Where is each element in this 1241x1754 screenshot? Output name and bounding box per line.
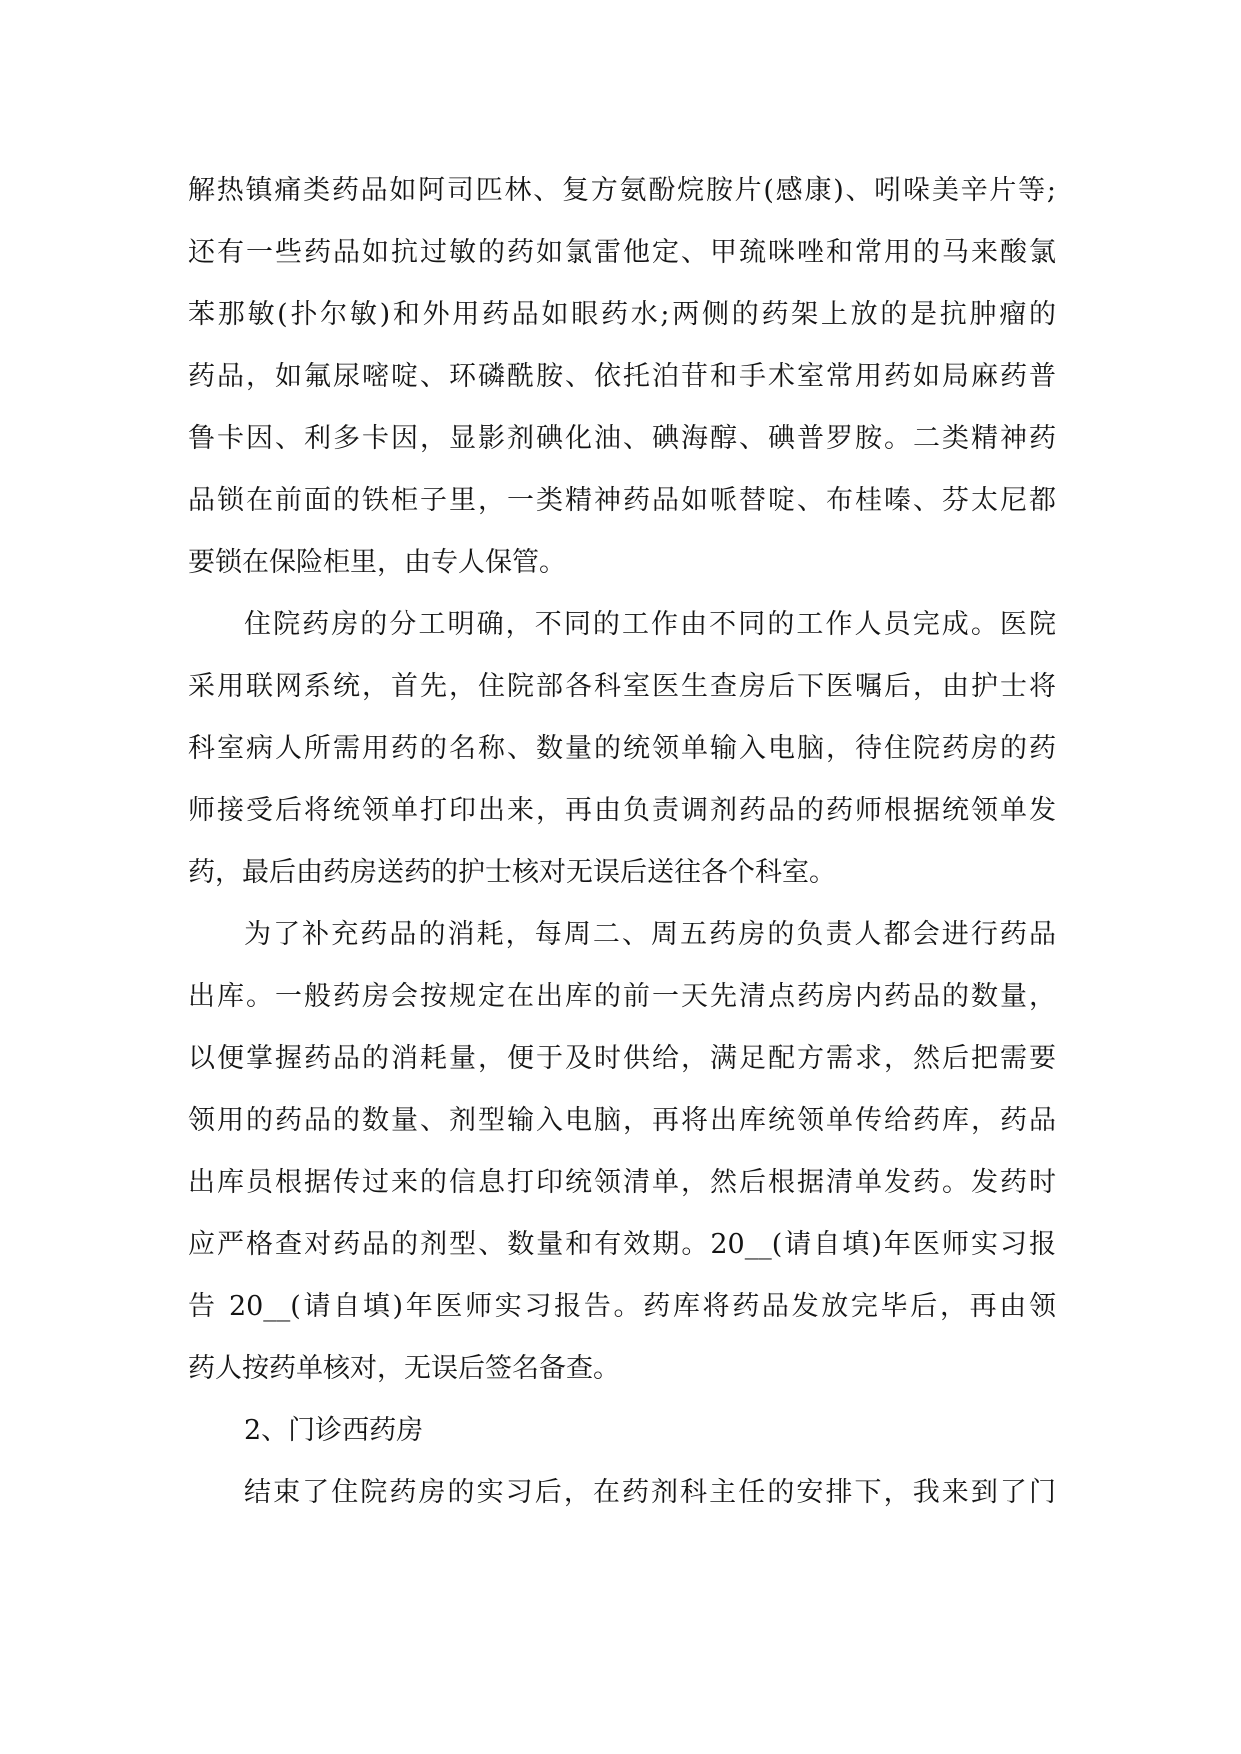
text-line: 要锁在保险柜里，由专人保管。 — [188, 547, 566, 578]
document-body — [188, 160, 1056, 1524]
text-line: 师接受后将统领单打印出来，再由负责调剂药品的药师根据统领单发 — [188, 795, 1056, 826]
text-line: 采用联网系统，首先，住院部各科室医生查房后下医嘱后，由护士将 — [188, 671, 1056, 702]
text-line: 鲁卡因、利多卡因，显影剂碘化油、碘海醇、碘普罗胺。二类精神药 — [188, 423, 1056, 454]
text-line: 领用的药品的数量、剂型输入电脑，再将出库统领单传给药库，药品 — [188, 1105, 1056, 1136]
text-line: 出库。一般药房会按规定在出库的前一天先清点药房内药品的数量， — [188, 981, 1056, 1012]
paragraph-first-line: 为了补充药品的消耗，每周二、周五药房的负责人都会进行药品 — [244, 919, 1056, 950]
text-line: 告 20__(请自填)年医师实习报告。药库将药品发放完毕后，再由领 — [188, 1291, 1056, 1322]
text-line: 药人按药单核对，无误后签名备查。 — [188, 1353, 620, 1384]
text-line: 科室病人所需用药的名称、数量的统领单输入电脑，待住院药房的药 — [188, 733, 1056, 764]
text-line: 还有一些药品如抗过敏的药如氯雷他定、甲巯咪唑和常用的马来酸氯 — [188, 237, 1056, 268]
text-line: 解热镇痛类药品如阿司匹林、复方氨酚烷胺片(感康)、吲哚美辛片等; — [188, 175, 1056, 206]
paragraph-first-line: 住院药房的分工明确，不同的工作由不同的工作人员完成。医院 — [244, 609, 1056, 640]
paragraph-first-line: 结束了住院药房的实习后，在药剂科主任的安排下，我来到了门 — [244, 1477, 1056, 1508]
text-line: 以便掌握药品的消耗量，便于及时供给，满足配方需求，然后把需要 — [188, 1043, 1056, 1074]
text-line: 苯那敏(扑尔敏)和外用药品如眼药水;两侧的药架上放的是抗肿瘤的 — [188, 299, 1056, 330]
text-line: 应严格查对药品的剂型、数量和有效期。20__(请自填)年医师实习报 — [188, 1229, 1056, 1260]
text-line: 品锁在前面的铁柜子里，一类精神药品如哌替啶、布桂嗪、芬太尼都 — [188, 485, 1056, 516]
text-line: 药品，如氟尿嘧啶、环磷酰胺、依托泊苷和手术室常用药如局麻药普 — [188, 361, 1056, 392]
text-line: 药，最后由药房送药的护士核对无误后送往各个科室。 — [188, 857, 836, 888]
section-heading: 2、门诊西药房 — [244, 1415, 424, 1446]
text-line: 出库员根据传过来的信息打印统领清单，然后根据清单发药。发药时 — [188, 1167, 1056, 1198]
